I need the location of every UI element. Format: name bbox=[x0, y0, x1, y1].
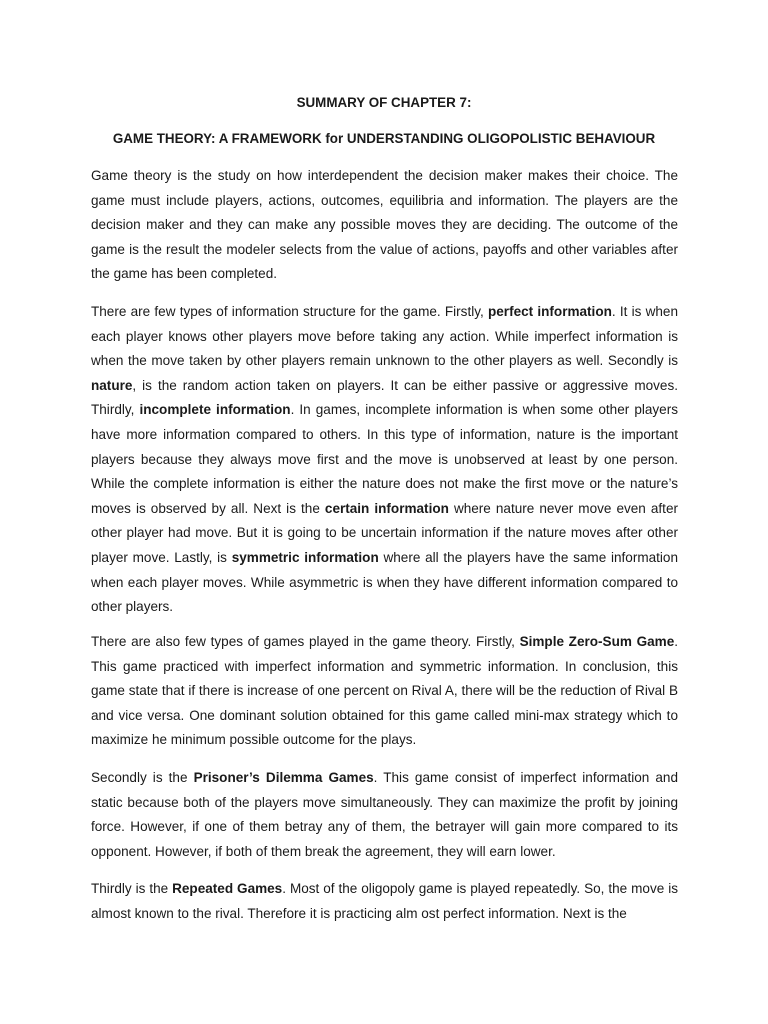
text-run: Secondly is the bbox=[91, 770, 194, 785]
term-symmetric-information: symmetric information bbox=[231, 549, 379, 565]
term-certain-information: certain information bbox=[324, 500, 449, 516]
term-perfect-information: perfect information bbox=[487, 304, 612, 319]
paragraph-information-structure bbox=[91, 300, 678, 620]
text-run: where nature never move even after other player had move. But it is going to be uncertain information if the nature moves after other player move. Lastly, is bbox=[91, 500, 678, 565]
document-subtitle: GAME THEORY: A FRAMEWORK for UNDERSTANDING OLIGOPOLISTIC BEHAVIOUR bbox=[112, 131, 656, 146]
paragraph-repeated-games bbox=[91, 877, 678, 926]
paragraph-intro: Game theory is the study on how interdependent the decision maker makes their choice. The game must include players, actions, outcomes, equilibria and information. The players are the decision maker and they can make any possible moves they are deciding. The outcome of the game is the result the modeler selects from the value of actions, payoffs and other variables after the game has been completed. bbox=[91, 168, 678, 282]
text-run: Thirdly is the bbox=[91, 881, 173, 896]
paragraph-types-of-games bbox=[91, 630, 678, 753]
paragraph-prisoners-dilemma bbox=[91, 766, 678, 864]
text-run: . It is when each player knows other players move before taking any action. While imperfect information is when the move taken by other players remain unknown to the other players as well. Secondly is bbox=[91, 304, 678, 369]
text-run: , is the random action taken on players. It can be either passive or aggressive moves. Thirdly, bbox=[91, 377, 678, 418]
text-run: where all the players have the same information when each player moves. While asymmetric is when they have different information compared to other players. bbox=[91, 549, 678, 615]
text-run: . Most of the oligopoly game is played repeatedly. So, the move is almost known to the rival. Therefore it is practicing alm ost perfect information. Next is the bbox=[91, 881, 678, 921]
text-run: . This game practiced with imperfect information and symmetric information. In conclusion, this game state that if there is increase of one percent on Rival A, there will be the reduction of Rival B and vice versa. One dominant solution obtained for this game called mini-max strategy which to maximize he minimum possible outcome for the plays. bbox=[91, 634, 678, 748]
document-title: SUMMARY OF CHAPTER 7: bbox=[296, 95, 472, 110]
term-prisoners-dilemma-games: Prisoner’s Dilemma Games bbox=[193, 770, 374, 785]
text-run: There are few types of information structure for the game. Firstly, bbox=[91, 304, 488, 319]
text-run: . This game consist of imperfect information and static because both of the players move simultaneously. They can maximize the profit by joining force. However, if one of them betray any of them, the betrayer will gain more compared to its opponent. However, if both of them break the agreement, they will earn lower. bbox=[91, 770, 678, 859]
term-nature: nature bbox=[91, 377, 133, 393]
term-incomplete-information: incomplete information bbox=[139, 402, 291, 418]
term-repeated-games: Repeated Games bbox=[172, 881, 283, 896]
text-run: There are also few types of games played in the game theory. Firstly, bbox=[91, 634, 520, 649]
term-simple-zero-sum-game: Simple Zero-Sum Game bbox=[519, 634, 675, 649]
text-run: . In games, incomplete information is when some other players have more information compared to others. In this type of information, nature is the important players because they always move first and the move is unobserved at least by one person. While the complete information is either the nature does not make the first move or the nature’s moves is observed by all. Next is the bbox=[91, 402, 679, 516]
